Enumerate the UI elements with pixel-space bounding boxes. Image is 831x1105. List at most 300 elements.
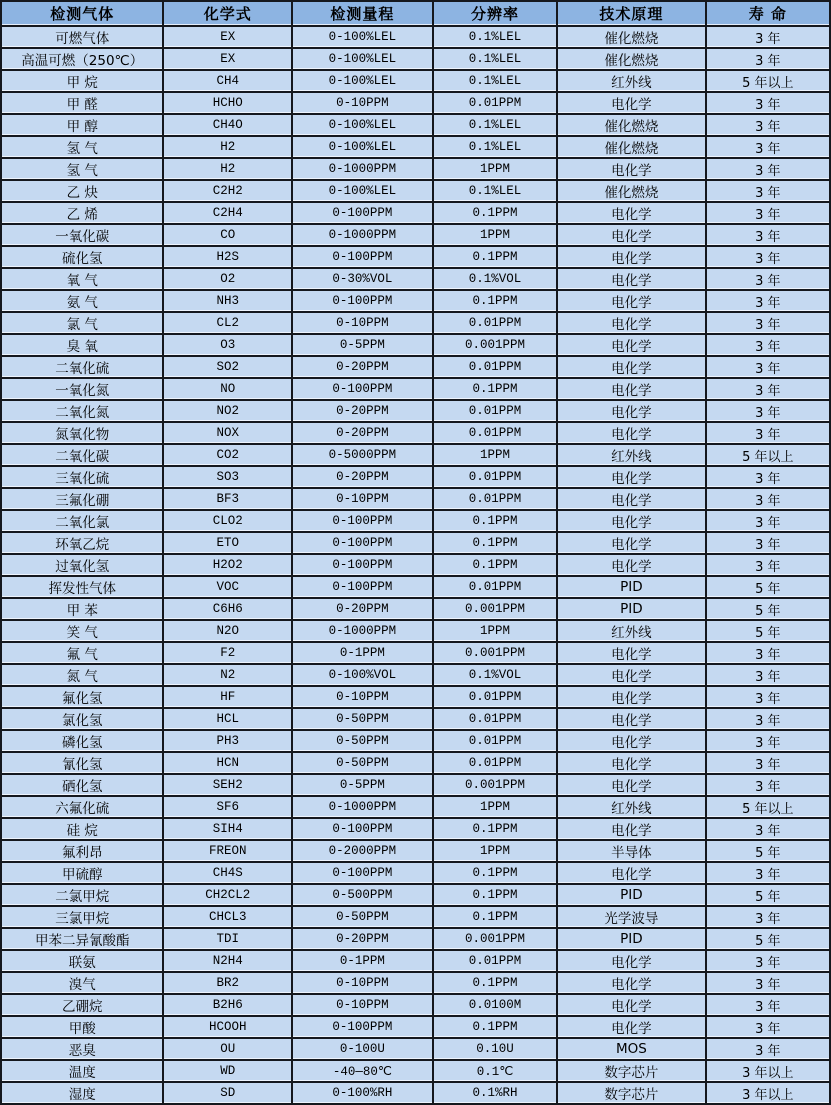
chemical-formula-cell: SO3 <box>163 466 291 488</box>
gas-name-cell: 氟利昂 <box>1 840 163 862</box>
table-row <box>1 598 830 620</box>
table-row <box>1 840 830 862</box>
chemical-formula-cell: HCHO <box>163 92 291 114</box>
lifespan-cell: 5 年以上 <box>706 70 830 92</box>
chemical-formula-cell: N2O <box>163 620 291 642</box>
detection-range-cell: 0-1000PPM <box>292 158 433 180</box>
table-row <box>1 290 830 312</box>
gas-name-cell: 氮 气 <box>1 664 163 686</box>
technology-principle-cell: 数字芯片 <box>557 1060 705 1082</box>
resolution-cell: 0.01PPM <box>433 312 557 334</box>
resolution-cell: 0.001PPM <box>433 642 557 664</box>
gas-name-cell: 笑 气 <box>1 620 163 642</box>
lifespan-cell: 3 年 <box>706 224 830 246</box>
lifespan-cell: 5 年 <box>706 598 830 620</box>
table-row <box>1 1038 830 1060</box>
table-header <box>1 1 830 26</box>
detection-range-cell: 0-50PPM <box>292 906 433 928</box>
chemical-formula-cell: VOC <box>163 576 291 598</box>
lifespan-cell: 3 年 <box>706 972 830 994</box>
resolution-cell: 0.01PPM <box>433 400 557 422</box>
resolution-cell: 0.1PPM <box>433 202 557 224</box>
resolution-cell: 0.1PPM <box>433 554 557 576</box>
technology-principle-cell: 红外线 <box>557 70 705 92</box>
detection-range-cell: 0-100%VOL <box>292 664 433 686</box>
table-row <box>1 114 830 136</box>
chemical-formula-cell: FREON <box>163 840 291 862</box>
lifespan-cell: 3 年 <box>706 906 830 928</box>
technology-principle-cell: 电化学 <box>557 972 705 994</box>
chemical-formula-cell: CLO2 <box>163 510 291 532</box>
table-row <box>1 664 830 686</box>
detection-range-cell: 0-50PPM <box>292 752 433 774</box>
chemical-formula-cell: O2 <box>163 268 291 290</box>
table-row <box>1 686 830 708</box>
resolution-cell: 0.001PPM <box>433 928 557 950</box>
chemical-formula-cell: CH4S <box>163 862 291 884</box>
gas-name-cell: 二氧化氯 <box>1 510 163 532</box>
technology-principle-cell: 催化燃烧 <box>557 180 705 202</box>
resolution-cell: 0.01PPM <box>433 752 557 774</box>
detection-range-cell: 0-100%LEL <box>292 136 433 158</box>
resolution-cell: 0.01PPM <box>433 730 557 752</box>
chemical-formula-cell: NOX <box>163 422 291 444</box>
resolution-cell: 0.01PPM <box>433 488 557 510</box>
detection-range-cell: 0-100PPM <box>292 532 433 554</box>
gas-name-cell: 硫化氢 <box>1 246 163 268</box>
technology-principle-cell: 电化学 <box>557 862 705 884</box>
table-row <box>1 422 830 444</box>
chemical-formula-cell: N2H4 <box>163 950 291 972</box>
detection-range-cell: 0-1PPM <box>292 950 433 972</box>
gas-name-cell: 六氟化硫 <box>1 796 163 818</box>
resolution-cell: 0.1%VOL <box>433 268 557 290</box>
detection-range-cell: 0-100PPM <box>292 378 433 400</box>
detection-range-cell: 0-1PPM <box>292 642 433 664</box>
table-row <box>1 818 830 840</box>
table-row <box>1 92 830 114</box>
technology-principle-cell: 光学波导 <box>557 906 705 928</box>
technology-principle-cell: 红外线 <box>557 796 705 818</box>
lifespan-cell: 3 年 <box>706 312 830 334</box>
resolution-cell: 0.1%RH <box>433 1082 557 1104</box>
chemical-formula-cell: HCL <box>163 708 291 730</box>
gas-name-cell: 联氨 <box>1 950 163 972</box>
lifespan-cell: 5 年以上 <box>706 796 830 818</box>
table-row <box>1 488 830 510</box>
technology-principle-cell: 电化学 <box>557 730 705 752</box>
lifespan-cell: 3 年 <box>706 950 830 972</box>
resolution-cell: 0.01PPM <box>433 708 557 730</box>
lifespan-cell: 3 年 <box>706 268 830 290</box>
chemical-formula-cell: C2H4 <box>163 202 291 224</box>
chemical-formula-cell: CH2CL2 <box>163 884 291 906</box>
chemical-formula-cell: WD <box>163 1060 291 1082</box>
lifespan-cell: 3 年 <box>706 1038 830 1060</box>
chemical-formula-cell: EX <box>163 26 291 48</box>
gas-name-cell: 甲硫醇 <box>1 862 163 884</box>
lifespan-cell: 3 年 <box>706 708 830 730</box>
lifespan-cell: 3 年 <box>706 114 830 136</box>
gas-name-cell: 三氯甲烷 <box>1 906 163 928</box>
table-row <box>1 70 830 92</box>
chemical-formula-cell: B2H6 <box>163 994 291 1016</box>
resolution-cell: 1PPM <box>433 620 557 642</box>
gas-name-cell: 甲 烷 <box>1 70 163 92</box>
detection-range-cell: 0-500PPM <box>292 884 433 906</box>
lifespan-cell: 3 年 <box>706 642 830 664</box>
chemical-formula-cell: PH3 <box>163 730 291 752</box>
chemical-formula-cell: CO2 <box>163 444 291 466</box>
detection-range-cell: 0-20PPM <box>292 928 433 950</box>
lifespan-cell: 3 年以上 <box>706 1060 830 1082</box>
resolution-cell: 0.1PPM <box>433 510 557 532</box>
lifespan-cell: 3 年 <box>706 136 830 158</box>
technology-principle-cell: 电化学 <box>557 422 705 444</box>
detection-range-cell: 0-10PPM <box>292 686 433 708</box>
table-row <box>1 1082 830 1104</box>
gas-name-cell: 二氯甲烷 <box>1 884 163 906</box>
lifespan-cell: 3 年 <box>706 92 830 114</box>
chemical-formula-cell: NH3 <box>163 290 291 312</box>
resolution-cell: 0.1%LEL <box>433 136 557 158</box>
table-row <box>1 642 830 664</box>
gas-name-cell: 磷化氢 <box>1 730 163 752</box>
resolution-cell: 0.01PPM <box>433 686 557 708</box>
lifespan-cell: 3 年 <box>706 532 830 554</box>
table-row <box>1 246 830 268</box>
resolution-cell: 0.01PPM <box>433 92 557 114</box>
detection-range-cell: 0-100%LEL <box>292 180 433 202</box>
gas-name-cell: 甲 醇 <box>1 114 163 136</box>
table-row <box>1 1016 830 1038</box>
lifespan-cell: 3 年 <box>706 158 830 180</box>
resolution-cell: 0.0100M <box>433 994 557 1016</box>
table-row <box>1 906 830 928</box>
chemical-formula-cell: SD <box>163 1082 291 1104</box>
technology-principle-cell: 电化学 <box>557 664 705 686</box>
resolution-cell: 0.1%LEL <box>433 114 557 136</box>
resolution-cell: 1PPM <box>433 224 557 246</box>
table-row <box>1 510 830 532</box>
table-row <box>1 532 830 554</box>
table-row <box>1 466 830 488</box>
lifespan-cell: 5 年 <box>706 884 830 906</box>
gas-name-cell: 挥发性气体 <box>1 576 163 598</box>
resolution-cell: 1PPM <box>433 840 557 862</box>
chemical-formula-cell: SF6 <box>163 796 291 818</box>
header-row <box>1 1 830 26</box>
technology-principle-cell: 电化学 <box>557 488 705 510</box>
table-row <box>1 1060 830 1082</box>
detection-range-cell: 0-1000PPM <box>292 796 433 818</box>
lifespan-cell: 3 年 <box>706 488 830 510</box>
gas-name-cell: 硒化氢 <box>1 774 163 796</box>
lifespan-cell: 3 年 <box>706 466 830 488</box>
lifespan-cell: 5 年 <box>706 928 830 950</box>
lifespan-cell: 3 年 <box>706 400 830 422</box>
resolution-cell: 0.1PPM <box>433 290 557 312</box>
detection-range-cell: 0-10PPM <box>292 92 433 114</box>
resolution-cell: 1PPM <box>433 444 557 466</box>
technology-principle-cell: 电化学 <box>557 290 705 312</box>
chemical-formula-cell: SEH2 <box>163 774 291 796</box>
technology-principle-cell: 电化学 <box>557 92 705 114</box>
table-row <box>1 620 830 642</box>
header-chemical-formula: 化学式 <box>163 1 291 26</box>
technology-principle-cell: 电化学 <box>557 246 705 268</box>
table-row <box>1 862 830 884</box>
resolution-cell: 0.01PPM <box>433 422 557 444</box>
table-row <box>1 48 830 70</box>
resolution-cell: 0.1PPM <box>433 884 557 906</box>
detection-range-cell: 0-2000PPM <box>292 840 433 862</box>
gas-name-cell: 溴气 <box>1 972 163 994</box>
gas-name-cell: 三氟化硼 <box>1 488 163 510</box>
chemical-formula-cell: ETO <box>163 532 291 554</box>
table-row <box>1 378 830 400</box>
gas-name-cell: 二氧化碳 <box>1 444 163 466</box>
lifespan-cell: 3 年 <box>706 422 830 444</box>
gas-name-cell: 氯化氢 <box>1 708 163 730</box>
chemical-formula-cell: C6H6 <box>163 598 291 620</box>
detection-range-cell: 0-5000PPM <box>292 444 433 466</box>
gas-name-cell: 乙硼烷 <box>1 994 163 1016</box>
chemical-formula-cell: BR2 <box>163 972 291 994</box>
chemical-formula-cell: CHCL3 <box>163 906 291 928</box>
gas-name-cell: 甲 苯 <box>1 598 163 620</box>
resolution-cell: 0.01PPM <box>433 950 557 972</box>
chemical-formula-cell: O3 <box>163 334 291 356</box>
lifespan-cell: 3 年 <box>706 378 830 400</box>
detection-range-cell: 0-100%LEL <box>292 114 433 136</box>
detection-range-cell: 0-10PPM <box>292 488 433 510</box>
technology-principle-cell: 电化学 <box>557 378 705 400</box>
lifespan-cell: 3 年 <box>706 510 830 532</box>
chemical-formula-cell: HF <box>163 686 291 708</box>
table-row <box>1 136 830 158</box>
detection-range-cell: -40—80℃ <box>292 1060 433 1082</box>
lifespan-cell: 3 年 <box>706 994 830 1016</box>
detection-range-cell: 0-100%RH <box>292 1082 433 1104</box>
table-row <box>1 356 830 378</box>
chemical-formula-cell: CL2 <box>163 312 291 334</box>
technology-principle-cell: 电化学 <box>557 1016 705 1038</box>
technology-principle-cell: 电化学 <box>557 950 705 972</box>
lifespan-cell: 3 年 <box>706 554 830 576</box>
lifespan-cell: 3 年 <box>706 290 830 312</box>
detection-range-cell: 0-10PPM <box>292 994 433 1016</box>
technology-principle-cell: PID <box>557 576 705 598</box>
table-row <box>1 334 830 356</box>
lifespan-cell: 3 年 <box>706 334 830 356</box>
lifespan-cell: 3 年以上 <box>706 1082 830 1104</box>
resolution-cell: 0.1PPM <box>433 246 557 268</box>
table-row <box>1 444 830 466</box>
table-row <box>1 752 830 774</box>
lifespan-cell: 3 年 <box>706 1016 830 1038</box>
chemical-formula-cell: C2H2 <box>163 180 291 202</box>
lifespan-cell: 3 年 <box>706 862 830 884</box>
chemical-formula-cell: H2 <box>163 136 291 158</box>
resolution-cell: 0.1PPM <box>433 532 557 554</box>
gas-name-cell: 一氧化氮 <box>1 378 163 400</box>
header-technology-principle: 技术原理 <box>557 1 705 26</box>
gas-name-cell: 一氧化碳 <box>1 224 163 246</box>
technology-principle-cell: 催化燃烧 <box>557 136 705 158</box>
table-row <box>1 708 830 730</box>
gas-name-cell: 氟化氢 <box>1 686 163 708</box>
chemical-formula-cell: SIH4 <box>163 818 291 840</box>
detection-range-cell: 0-100PPM <box>292 510 433 532</box>
header-lifespan: 寿 命 <box>706 1 830 26</box>
technology-principle-cell: 电化学 <box>557 752 705 774</box>
technology-principle-cell: 电化学 <box>557 510 705 532</box>
table-row <box>1 994 830 1016</box>
technology-principle-cell: 红外线 <box>557 620 705 642</box>
technology-principle-cell: 电化学 <box>557 686 705 708</box>
table-row <box>1 268 830 290</box>
table-row <box>1 950 830 972</box>
detection-range-cell: 0-20PPM <box>292 598 433 620</box>
lifespan-cell: 5 年以上 <box>706 444 830 466</box>
technology-principle-cell: PID <box>557 928 705 950</box>
detection-range-cell: 0-100%LEL <box>292 26 433 48</box>
table-row <box>1 400 830 422</box>
chemical-formula-cell: HCOOH <box>163 1016 291 1038</box>
detection-range-cell: 0-100PPM <box>292 290 433 312</box>
detection-range-cell: 0-100PPM <box>292 202 433 224</box>
lifespan-cell: 3 年 <box>706 26 830 48</box>
gas-name-cell: 氨 气 <box>1 290 163 312</box>
gas-name-cell: 氢 气 <box>1 136 163 158</box>
resolution-cell: 0.1PPM <box>433 906 557 928</box>
gas-name-cell: 甲 醛 <box>1 92 163 114</box>
gas-name-cell: 甲苯二异氰酸酯 <box>1 928 163 950</box>
lifespan-cell: 5 年 <box>706 840 830 862</box>
gas-name-cell: 氢 气 <box>1 158 163 180</box>
chemical-formula-cell: BF3 <box>163 488 291 510</box>
gas-name-cell: 可燃气体 <box>1 26 163 48</box>
lifespan-cell: 3 年 <box>706 180 830 202</box>
resolution-cell: 1PPM <box>433 796 557 818</box>
lifespan-cell: 3 年 <box>706 774 830 796</box>
detection-range-cell: 0-20PPM <box>292 356 433 378</box>
detection-range-cell: 0-100PPM <box>292 818 433 840</box>
lifespan-cell: 3 年 <box>706 752 830 774</box>
technology-principle-cell: 红外线 <box>557 444 705 466</box>
detection-range-cell: 0-100%LEL <box>292 48 433 70</box>
technology-principle-cell: 电化学 <box>557 532 705 554</box>
table-row <box>1 972 830 994</box>
technology-principle-cell: 半导体 <box>557 840 705 862</box>
technology-principle-cell: 电化学 <box>557 554 705 576</box>
technology-principle-cell: 电化学 <box>557 818 705 840</box>
chemical-formula-cell: SO2 <box>163 356 291 378</box>
gas-name-cell: 臭 氧 <box>1 334 163 356</box>
chemical-formula-cell: HCN <box>163 752 291 774</box>
gas-name-cell: 乙 烯 <box>1 202 163 224</box>
resolution-cell: 0.1℃ <box>433 1060 557 1082</box>
gas-name-cell: 高温可燃（250℃） <box>1 48 163 70</box>
chemical-formula-cell: H2 <box>163 158 291 180</box>
technology-principle-cell: PID <box>557 598 705 620</box>
gas-name-cell: 三氧化硫 <box>1 466 163 488</box>
resolution-cell: 0.1PPM <box>433 1016 557 1038</box>
resolution-cell: 0.1PPM <box>433 972 557 994</box>
detection-range-cell: 0-20PPM <box>292 400 433 422</box>
table-row <box>1 224 830 246</box>
lifespan-cell: 3 年 <box>706 818 830 840</box>
gas-name-cell: 硅 烷 <box>1 818 163 840</box>
chemical-formula-cell: CH4 <box>163 70 291 92</box>
technology-principle-cell: PID <box>557 884 705 906</box>
technology-principle-cell: 电化学 <box>557 334 705 356</box>
detection-range-cell: 0-50PPM <box>292 708 433 730</box>
resolution-cell: 0.01PPM <box>433 466 557 488</box>
gas-name-cell: 氧 气 <box>1 268 163 290</box>
technology-principle-cell: 电化学 <box>557 224 705 246</box>
lifespan-cell: 3 年 <box>706 246 830 268</box>
table-row <box>1 796 830 818</box>
gas-name-cell: 二氧化氮 <box>1 400 163 422</box>
technology-principle-cell: 电化学 <box>557 708 705 730</box>
chemical-formula-cell: N2 <box>163 664 291 686</box>
detection-range-cell: 0-100%LEL <box>292 70 433 92</box>
technology-principle-cell: 电化学 <box>557 642 705 664</box>
detection-range-cell: 0-20PPM <box>292 422 433 444</box>
detection-range-cell: 0-10PPM <box>292 312 433 334</box>
detection-range-cell: 0-100PPM <box>292 1016 433 1038</box>
chemical-formula-cell: CO <box>163 224 291 246</box>
lifespan-cell: 3 年 <box>706 202 830 224</box>
header-gas-name: 检测气体 <box>1 1 163 26</box>
resolution-cell: 0.1%LEL <box>433 48 557 70</box>
lifespan-cell: 5 年 <box>706 576 830 598</box>
detection-range-cell: 0-20PPM <box>292 466 433 488</box>
resolution-cell: 0.1%LEL <box>433 26 557 48</box>
chemical-formula-cell: EX <box>163 48 291 70</box>
technology-principle-cell: 电化学 <box>557 994 705 1016</box>
resolution-cell: 0.1PPM <box>433 378 557 400</box>
lifespan-cell: 3 年 <box>706 664 830 686</box>
technology-principle-cell: 电化学 <box>557 356 705 378</box>
technology-principle-cell: MOS <box>557 1038 705 1060</box>
gas-name-cell: 甲酸 <box>1 1016 163 1038</box>
lifespan-cell: 3 年 <box>706 730 830 752</box>
chemical-formula-cell: NO <box>163 378 291 400</box>
table-row <box>1 202 830 224</box>
resolution-cell: 1PPM <box>433 158 557 180</box>
chemical-formula-cell: NO2 <box>163 400 291 422</box>
detection-range-cell: 0-100PPM <box>292 554 433 576</box>
chemical-formula-cell: H2S <box>163 246 291 268</box>
gas-name-cell: 二氧化硫 <box>1 356 163 378</box>
detection-range-cell: 0-100PPM <box>292 246 433 268</box>
lifespan-cell: 3 年 <box>706 356 830 378</box>
gas-name-cell: 恶臭 <box>1 1038 163 1060</box>
lifespan-cell: 3 年 <box>706 48 830 70</box>
technology-principle-cell: 电化学 <box>557 466 705 488</box>
table-row <box>1 158 830 180</box>
gas-name-cell: 氟 气 <box>1 642 163 664</box>
gas-name-cell: 环氧乙烷 <box>1 532 163 554</box>
technology-principle-cell: 电化学 <box>557 774 705 796</box>
header-resolution: 分辨率 <box>433 1 557 26</box>
gas-name-cell: 温度 <box>1 1060 163 1082</box>
chemical-formula-cell: CH4O <box>163 114 291 136</box>
resolution-cell: 0.001PPM <box>433 774 557 796</box>
